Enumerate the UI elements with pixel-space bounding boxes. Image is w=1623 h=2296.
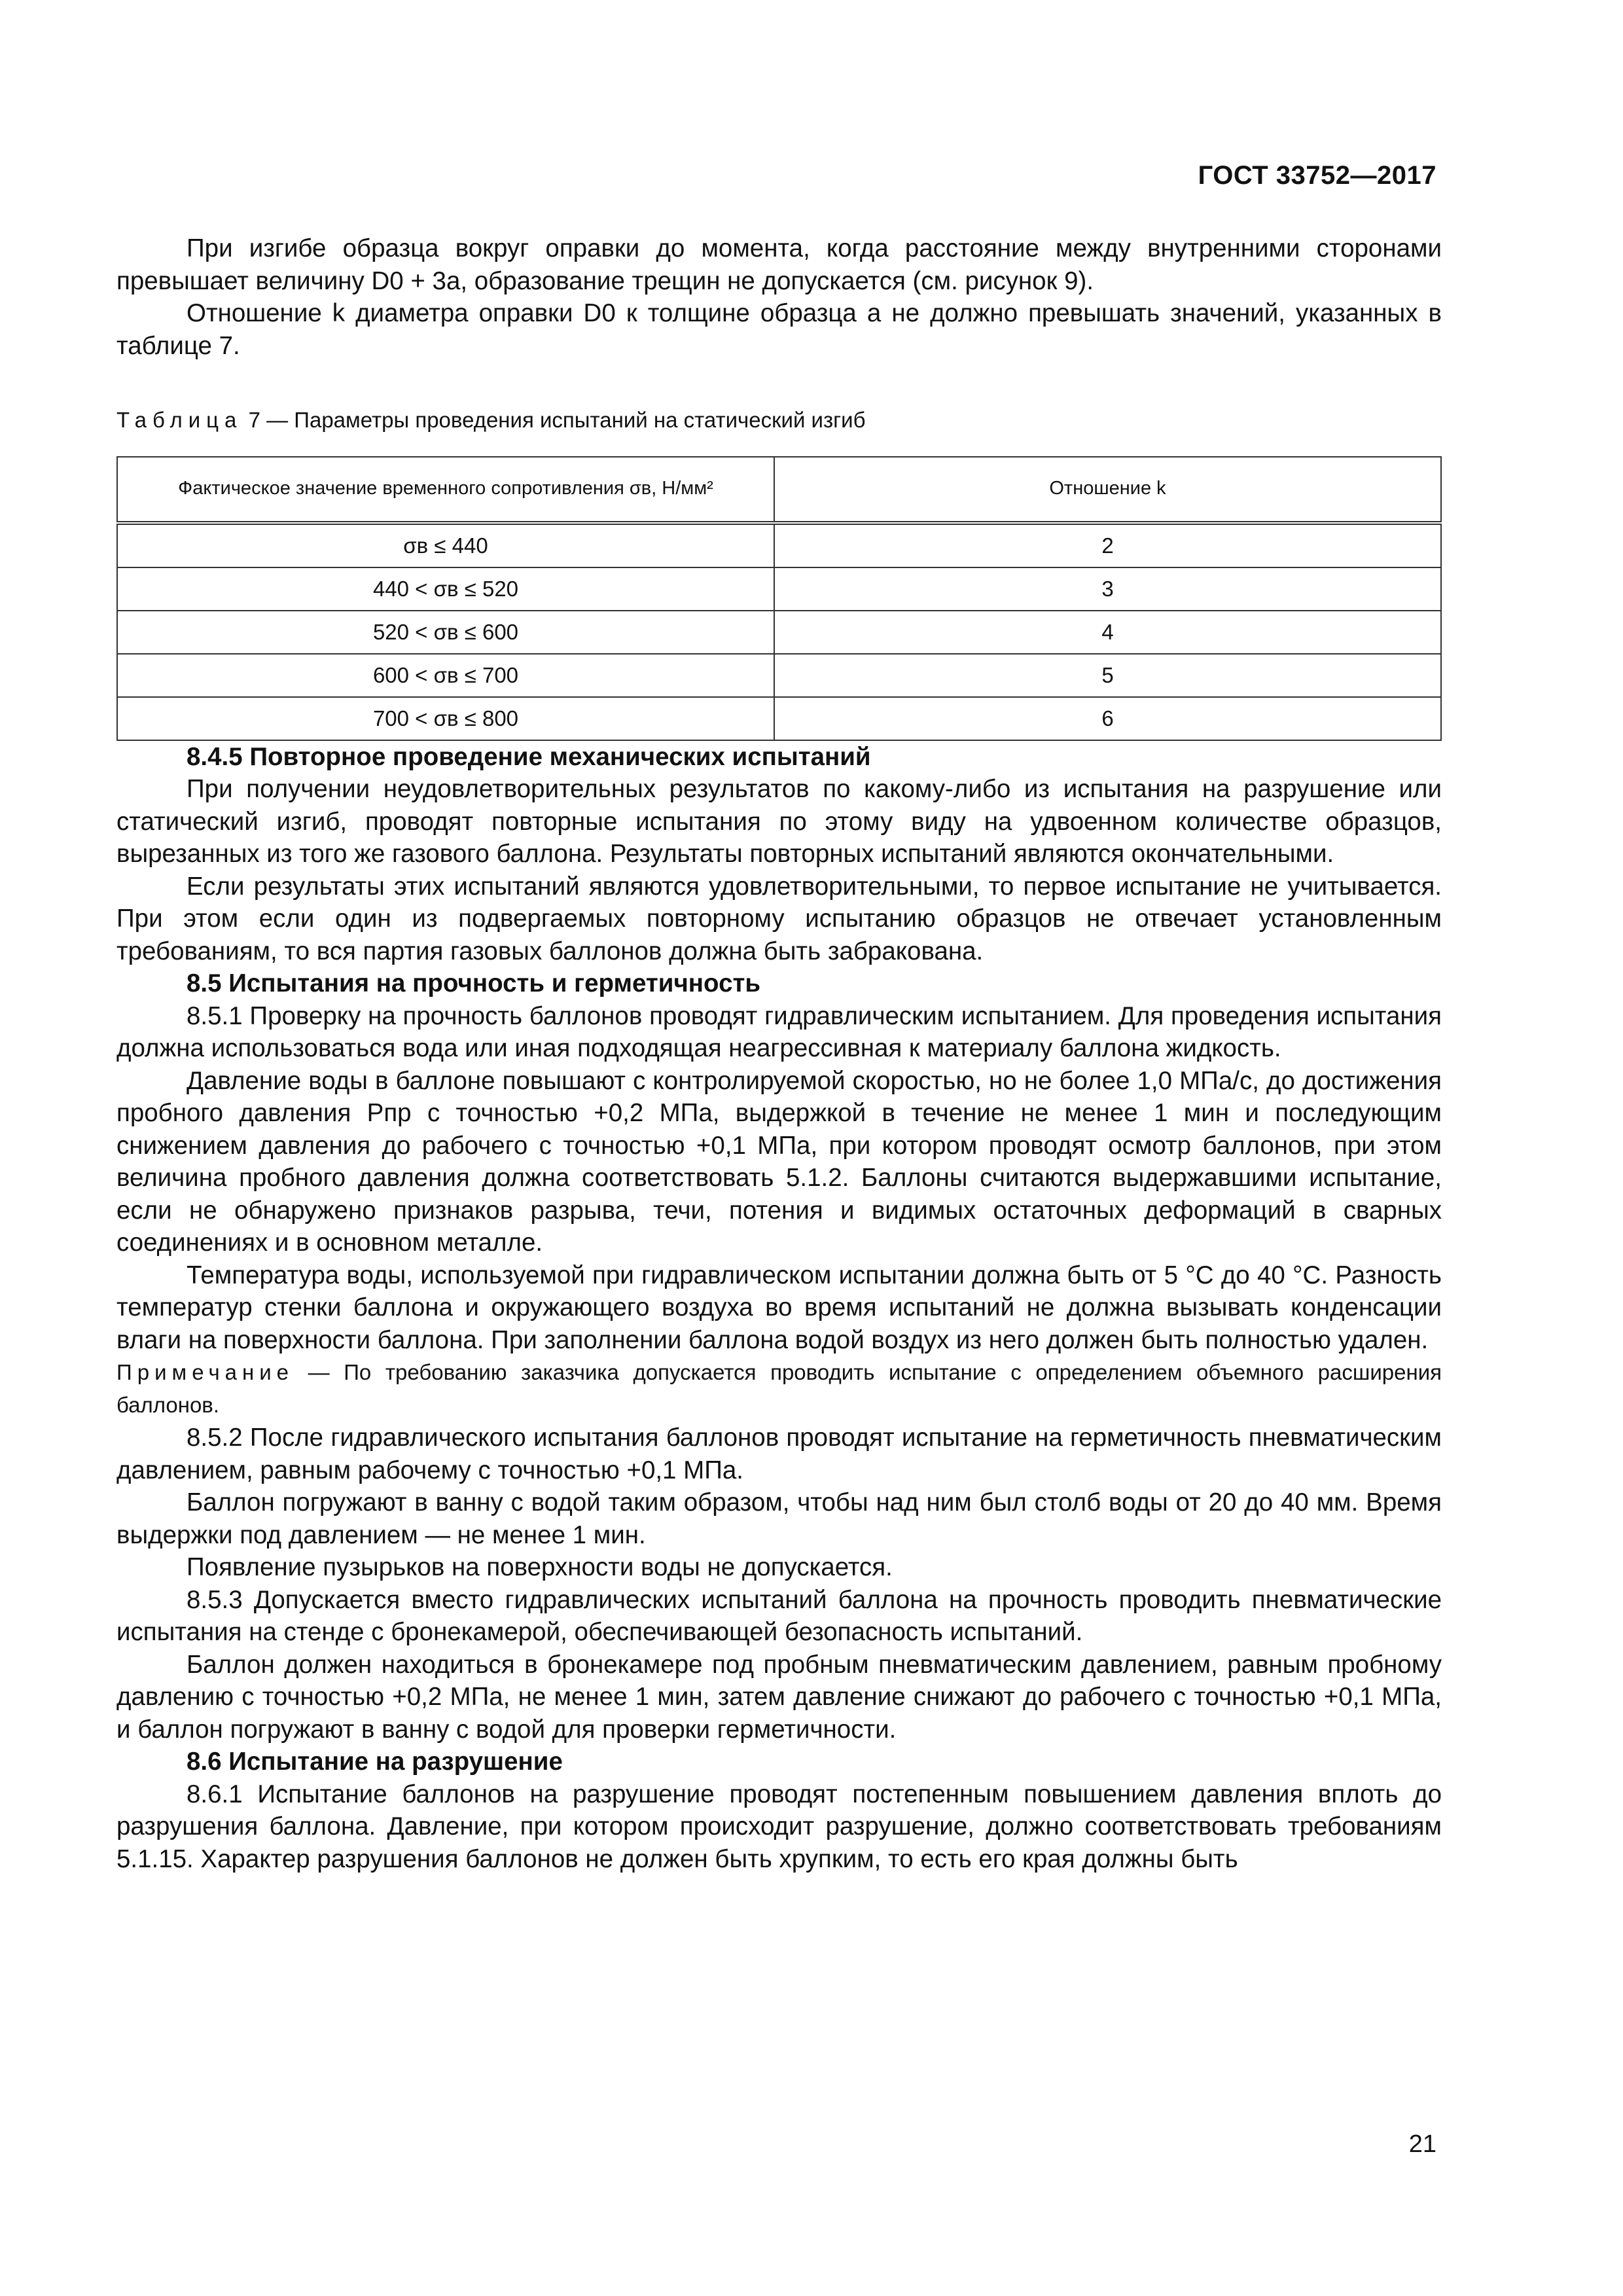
section-8-5-3-paragraph: 8.5.3 Допускается вместо гидравлических испытаний баллона на прочность проводить пневматические испытания на стенде с бронекамерой, обеспечивающей безопасность испытаний.: [116, 1585, 1442, 1646]
page-content: [116, 232, 1442, 1875]
intro-paragraph-1: При изгибе образца вокруг оправки до момента, когда расстояние между внутренними сторонами превышает величину D0 + 3a, образование трещин не допускается (см. рисунок 9).: [116, 234, 1442, 295]
header-ratio-k: Отношение k: [774, 457, 1441, 523]
strength-range-cell: σв ≤ 440: [117, 523, 774, 567]
table-caption-text: 7 — Параметры проведения испытаний на статический изгиб: [248, 408, 866, 432]
ratio-k-cell: 6: [774, 697, 1441, 740]
note-text: — По требованию заказчика допускается проводить испытание с определением объемного расширения баллонов.: [116, 1360, 1442, 1417]
water-temperature-paragraph: Температура воды, используемой при гидравлическом испытании должна быть от 5 °С до 40 °С. Разность температур стенки баллона и окружающего воздуха во время испытаний не должна вызывать конденсации влаги на поверхности баллона. При заполнении баллона водой воздух из него должен быть полностью удален.: [116, 1261, 1442, 1354]
section-8-5-1-paragraph: 8.5.1 Проверку на прочность баллонов проводят гидравлическим испытанием. Для проведения испытания должна использоваться вода или иная подходящая неагрессивная к материалу баллона жидкость.: [116, 1001, 1442, 1062]
section-8-5-title: 8.5 Испытания на прочность и герметичность: [187, 969, 761, 997]
section-8-4-5-title: 8.4.5 Повторное проведение механических испытаний: [187, 742, 871, 771]
section-8-6-title: 8.6 Испытание на разрушение: [187, 1748, 563, 1776]
strength-range-cell: 520 < σв ≤ 600: [117, 611, 774, 654]
ratio-k-cell: 5: [774, 654, 1441, 697]
table-header-row: [117, 457, 1441, 523]
immersion-paragraph: Баллон погружают в ванну с водой таким образом, чтобы над ним был столб воды от 20 до 40 мм. Время выдержки под давлением — не менее 1 мин.: [116, 1488, 1442, 1549]
table-row: [117, 654, 1441, 697]
table-caption: [116, 404, 1442, 437]
section-8-6-1-paragraph: 8.6.1 Испытание баллонов на разрушение проводят постепенным повышением давления вплоть до разрушения баллона. Давление, при котором происходит разрушение, должно соответствовать требованиям 5.1.15. Характер разрушения баллонов не должен быть хрупким, то есть его края должны быть: [116, 1780, 1442, 1873]
ratio-k-cell: 2: [774, 523, 1441, 567]
ratio-k-cell: 4: [774, 611, 1441, 654]
bubbles-paragraph: Появление пузырьков на поверхности воды не допускается.: [187, 1553, 893, 1581]
page-number: 21: [1408, 2130, 1436, 2158]
document-code: ГОСТ 33752—2017: [1198, 161, 1436, 190]
intro-paragraph-2: Отношение k диаметра оправки D0 к толщине образца a не должно превышать значений, указанных в таблице 7.: [116, 299, 1442, 360]
table-row: [117, 523, 1441, 567]
note-label: Примечание: [116, 1360, 294, 1384]
table-row: [117, 611, 1441, 654]
note: [116, 1356, 1442, 1422]
armored-chamber-paragraph: Баллон должен находиться в бронекамере под пробным пневматическим давлением, равным пробному давлению с точностью +0,2 МПа, не менее 1 мин, затем давление снижают до рабочего с точностью +0,1 МПа, и баллон погружают в ванну с водой для проверки герметичности.: [116, 1650, 1442, 1744]
section-8-4-5-paragraph-2: Если результаты этих испытаний являются удовлетворительными, то первое испытание не учитывается. При этом если один из подвергаемых повторному испытанию образцов не отвечает установленным требованиям, то вся партия газовых баллонов должна быть забракована.: [116, 872, 1442, 965]
header-tensile-strength: Фактическое значение временного сопротивления σв, Н/мм²: [117, 457, 774, 523]
section-8-5-2-paragraph: 8.5.2 После гидравлического испытания баллонов проводят испытание на герметичность пневматическим давлением, равным рабочему с точностью +0,1 МПа.: [116, 1424, 1442, 1484]
strength-range-cell: 440 < σв ≤ 520: [117, 567, 774, 611]
strength-range-cell: 700 < σв ≤ 800: [117, 697, 774, 740]
table-row: [117, 697, 1441, 740]
ratio-k-cell: 3: [774, 567, 1441, 611]
water-pressure-paragraph: Давление воды в баллоне повышают с контролируемой скоростью, но не более 1,0 МПа/с, до достижения пробного давления Pпр с точностью +0,2 МПа, выдержкой в течение не менее 1 мин и последующим снижением давления до рабочего с точностью +0,1 МПа, при котором проводят осмотр баллонов, при этом величина пробного давления должна соответствовать 5.1.2. Баллоны считаются выдержавшими испытание, если не обнаружено признаков разрыва, течи, потения и видимых остаточных деформаций в сварных соединениях и в основном металле.: [116, 1066, 1442, 1257]
bending-test-table: [116, 456, 1442, 741]
table-caption-label: Таблица: [116, 408, 243, 432]
section-8-4-5-paragraph-1: При получении неудовлетворительных результатов по какому-либо из испытания на разрушение или статический изгиб, проводят повторные испытания по этому виду на удвоенном количестве образцов, вырезанных из того же газового баллона. Результаты повторных испытаний являются окончательными.: [116, 775, 1442, 868]
table-row: [117, 567, 1441, 611]
strength-range-cell: 600 < σв ≤ 700: [117, 654, 774, 697]
